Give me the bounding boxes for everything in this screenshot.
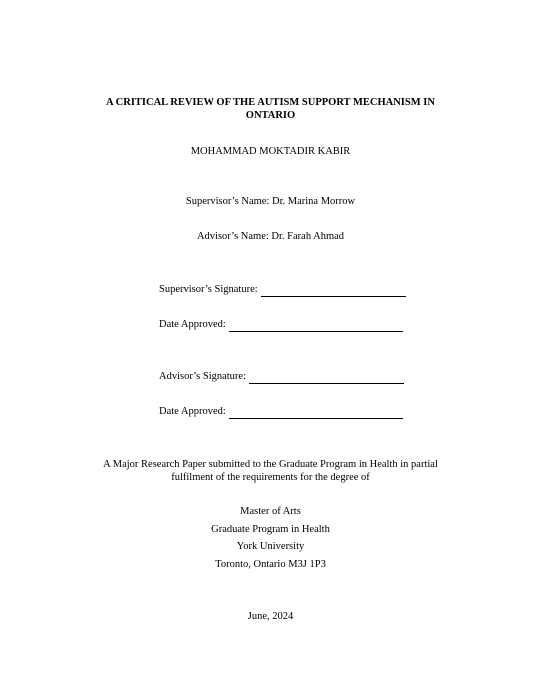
date-approved-line-2[interactable] (229, 407, 403, 419)
advisor-signature-row (159, 371, 404, 384)
date-approved-label-1: Date Approved: (159, 319, 226, 330)
date-approved-row-2 (159, 406, 403, 419)
date-approved-line-1[interactable] (229, 320, 403, 332)
submission-line-2: fulfilment of the requirements for the degree of (171, 472, 370, 483)
university-name: York University (236, 541, 305, 552)
supervisor-name: Supervisor’s Name: Dr. Marina Morrow (185, 196, 356, 207)
date-approved-row-1 (159, 319, 403, 332)
supervisor-signature-line[interactable] (261, 285, 406, 297)
author-name: MOHAMMAD MOKTADIR KABIR (190, 146, 351, 157)
university-location: Toronto, Ontario M3J 1P3 (215, 559, 326, 570)
date-approved-label-2: Date Approved: (159, 406, 226, 417)
title-line-2: ONTARIO (245, 110, 296, 121)
submission-date: June, 2024 (247, 611, 294, 622)
supervisor-signature-label: Supervisor’s Signature: (159, 284, 258, 295)
advisor-name: Advisor’s Name: Dr. Farah Ahmad (196, 231, 345, 242)
supervisor-signature-row (159, 284, 406, 297)
advisor-signature-line[interactable] (249, 372, 404, 384)
title-line-1: A CRITICAL REVIEW OF THE AUTISM SUPPORT MECHANISM IN (106, 97, 435, 108)
program-name: Graduate Program in Health (211, 524, 330, 535)
advisor-signature-label: Advisor’s Signature: (159, 371, 247, 382)
degree-name: Master of Arts (240, 506, 301, 517)
submission-line-1: A Major Research Paper submitted to the Graduate Program in Health in partial (103, 459, 438, 470)
